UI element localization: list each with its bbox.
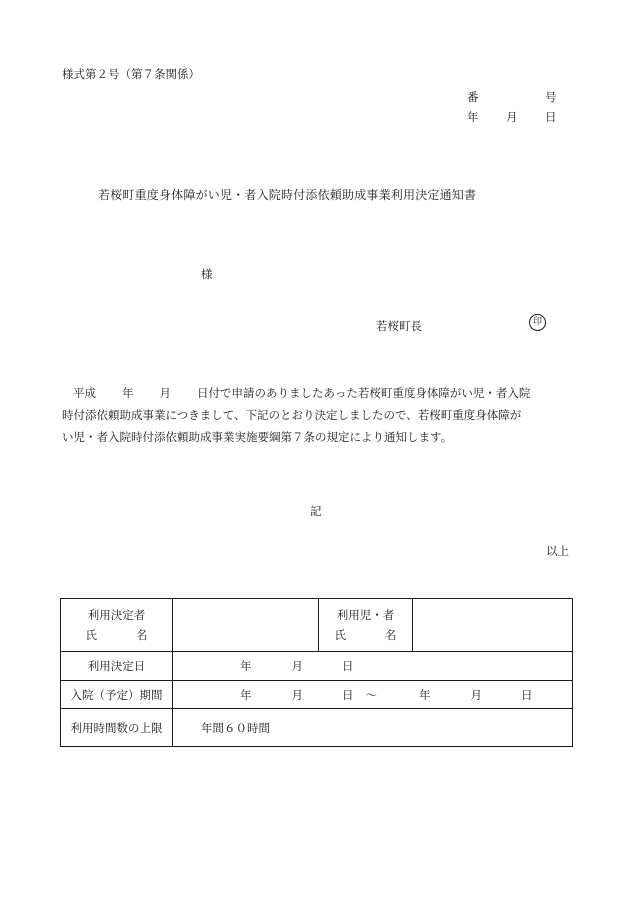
date-year-label: 年 — [467, 110, 479, 124]
body-line-2: 時付添依頼助成事業につきまして、下記のとおり決定しましたので、若桜町重度身体障が — [62, 408, 522, 422]
body-line-3: い児・者入院時付添依頼助成事業実施要綱第７条の規定により通知します。 — [62, 430, 453, 444]
usage-hours-limit-value: 年間６０時間 — [201, 720, 270, 735]
decision-person-label-cell — [61, 599, 173, 652]
ijou-closing: 以上 — [546, 544, 569, 558]
decision-person-name-label — [86, 625, 148, 645]
usage-hours-limit-value-cell — [173, 709, 573, 747]
document-number-label: 番 — [467, 90, 479, 104]
body-year-label: 年 — [122, 386, 134, 400]
table-row — [61, 599, 573, 652]
period-end-day: 日 — [521, 687, 533, 702]
date-month-label: 月 — [506, 110, 518, 124]
era-label: 平成 — [73, 386, 96, 400]
table-row — [61, 652, 573, 681]
decision-date-value — [173, 652, 573, 681]
user-name-label — [335, 625, 397, 645]
addressee-honorific: 様 — [201, 267, 213, 281]
table-row — [61, 681, 573, 709]
notice-body — [62, 382, 574, 448]
period-end-month: 月 — [470, 687, 482, 702]
period-start-month: 月 — [291, 687, 303, 702]
document-number-suffix: 号 — [545, 90, 557, 104]
decision-date-month: 月 — [291, 659, 303, 673]
user-name-value — [413, 599, 573, 652]
decision-person-name-value — [173, 599, 319, 652]
form-number-label: 様式第２号（第７条関係） — [62, 67, 200, 81]
period-start-day: 日 — [342, 687, 354, 702]
ki-heading: 記 — [310, 504, 322, 518]
period-end-year: 年 — [419, 687, 431, 702]
period-start-year: 年 — [240, 687, 252, 702]
user-name-label-mei: 名 — [385, 628, 397, 642]
admission-period-label: 入院（予定）期間 — [61, 681, 173, 709]
admission-period-value — [173, 681, 573, 709]
user-label: 利用児・者 — [336, 608, 395, 622]
name-label-mei: 名 — [136, 628, 148, 642]
user-name-label-shi: 氏 — [334, 628, 346, 642]
name-label-shi: 氏 — [85, 628, 97, 642]
seal-icon: 印 — [529, 314, 546, 331]
body-line-1-rest: 日付で申請のありましたあった若桜町重度身体障がい児・者入院 — [197, 386, 531, 400]
usage-hours-limit-label: 利用時間数の上限 — [61, 709, 173, 747]
decision-person-label: 利用決定者 — [87, 608, 146, 622]
document-title: 若桜町重度身体障がい児・者入院時付添依頼助成事業利用決定通知書 — [98, 188, 477, 202]
issuer-name: 若桜町長 — [376, 319, 422, 333]
decision-table — [60, 598, 573, 747]
decision-date-day: 日 — [342, 659, 354, 673]
body-line-1 — [62, 382, 574, 404]
decision-date-year: 年 — [240, 659, 252, 673]
date-day-label: 日 — [545, 110, 557, 124]
user-label-cell — [319, 599, 413, 652]
table-row — [61, 709, 573, 747]
body-month-label: 月 — [159, 386, 171, 400]
decision-date-label: 利用決定日 — [61, 652, 173, 681]
period-separator: ～ — [365, 687, 377, 702]
